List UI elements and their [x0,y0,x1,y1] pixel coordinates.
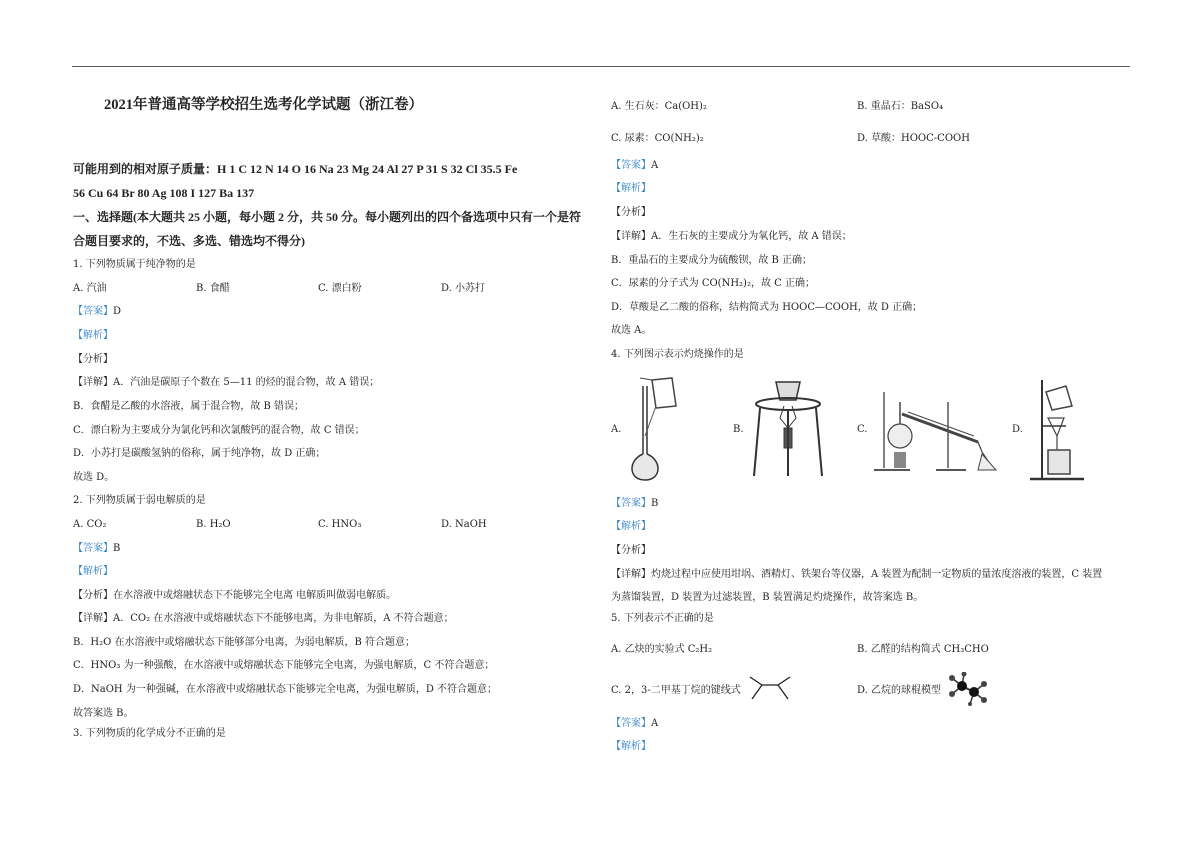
q4-detail-2: 为蒸馏装置，D 装置为过滤装置，B 装置满足灼烧操作，故答案选 B。 [611,592,924,603]
q4-option-d: D. [1012,424,1023,435]
skeletal-formula-figure [748,675,792,703]
q2-answer [73,542,120,556]
q1-detail-2: B．食醋是乙酸的水溶液，属于混合物，故 B 错误； [73,401,305,412]
q1-option-c: C. 漂白粉 [318,283,362,294]
q4-option-a: A. [611,424,622,435]
q1-option-b: B. 食醋 [196,283,230,294]
filtration-figure [1026,378,1092,484]
atomic-masses-line2: 56 Cu 64 Br 80 Ag 108 I 127 Ba 137 [73,186,255,200]
q4-fenxi: 【分析】 [611,545,651,556]
answer-tag: 【答案】 [611,160,651,171]
atomic-masses-line1: 可能用到的相对原子质量：H 1 C 12 N 14 O 16 Na 23 Mg 24 Al 27 P 31 S 32 Cl 35.5 Fe [73,162,518,176]
q2-answer-value: B [113,543,121,554]
q1-detail-5: 故选 D。 [73,472,115,483]
ball-stick-model-figure [948,672,988,706]
q5-answer-value: A [651,718,659,729]
q1-detail-4: D．小苏打是碳酸氢钠的俗称，属于纯净物，故 D 正确； [73,448,326,459]
q3-detail-4: D．草酸是乙二酸的俗称，结构简式为 HOOC—COOH，故 D 正确； [611,302,923,313]
q5-option-a: A. 乙炔的实验式 C₂H₂ [611,644,713,655]
q1-option-a: A. 汽油 [73,283,107,294]
q1-detail-3: C．漂白粉为主要成分为氯化钙和次氯酸钙的混合物，故 C 错误； [73,425,365,436]
distillation-figure [870,382,1000,477]
q5-option-d: D. 乙烷的球棍模型 [857,685,942,696]
q3-answer-value: A [651,160,659,171]
paper-title: 2021年普通高等学校招生选考化学试题（浙江卷） [104,97,423,113]
q2-option-c: C. HNO₃ [318,519,362,530]
answer-tag: 【答案】 [73,543,113,554]
q3-analysis-tag: 【解析】 [611,183,651,194]
q3-detail-5: 故选 A。 [611,325,652,336]
answer-tag: 【答案】 [611,718,651,729]
answer-tag: 【答案】 [611,498,651,509]
q4-option-c: C. [857,424,868,435]
q4-option-b: B. [733,424,744,435]
q2-detail-5: 故答案选 B。 [73,708,134,719]
q3-option-b: B. 重晶石：BaSO₄ [857,101,944,112]
crucible-heating-figure [748,378,828,478]
q3-option-a: A. 生石灰：Ca(OH)₂ [611,101,707,112]
q3-detail-1: 【详解】A．生石灰的主要成分为氧化钙，故 A 错误； [611,231,852,242]
q3-answer [611,159,658,173]
q1-answer [73,305,121,319]
q5-stem: 5. 下列表示不正确的是 [611,613,714,624]
q5-option-c: C. 2，3-二甲基丁烷的键线式 [611,685,741,696]
q3-fenxi: 【分析】 [611,207,651,218]
q1-detail-1: 【详解】A．汽油是碳原子个数在 5—11 的烃的混合物，故 A 错误； [73,377,380,388]
q2-fenxi: 【分析】在水溶液中或熔融状态下不能够完全电离 电解质叫做弱电解质。 [73,590,397,601]
q2-option-d: D. NaOH [441,519,487,530]
q2-detail-4: D．NaOH 为一种强碱，在水溶液中或熔融状态下能够完全电离，为强电解质，D 不符合题意； [73,684,498,695]
q5-option-b: B. 乙醛的结构简式 CH₃CHO [857,644,989,655]
q1-stem: 1. 下列物质属于纯净物的是 [73,259,196,270]
q1-answer-value: D [113,306,122,317]
q3-option-c: C. 尿素：CO(NH₂)₂ [611,133,704,144]
q3-option-d: D. 草酸：HOOC-COOH [857,133,970,144]
q3-detail-2: B．重晶石的主要成分为硫酸钡，故 B 正确； [611,255,813,266]
q4-detail-1: 【详解】灼烧过程中应使用坩埚、酒精灯、铁架台等仪器，A 装置为配制一定物质的量浓度溶液的装置，C 装置 [611,569,1103,580]
q2-detail-2: B．H₂O 在水溶液中或熔融状态下能够部分电离，为弱电解质，B 符合题意； [73,637,415,648]
q5-analysis-tag: 【解析】 [611,741,651,752]
q1-analysis-tag: 【解析】 [73,330,113,341]
section-heading-line2: 合题目要求的，不选、多选、错选均不得分) [73,234,305,248]
q2-analysis-tag: 【解析】 [73,566,113,577]
volumetric-flask-figure [622,376,692,486]
q2-option-b: B. H₂O [196,519,231,530]
q2-stem: 2. 下列物质属于弱电解质的是 [73,495,206,506]
answer-tag: 【答案】 [73,306,113,317]
q4-answer [611,497,658,511]
q2-detail-3: C．HNO₃ 为一种强酸，在水溶液中或熔融状态下能够完全电离，为强电解质，C 不符合题意； [73,660,495,671]
q3-stem: 3. 下列物质的化学成分不正确的是 [73,728,226,739]
q4-analysis-tag: 【解析】 [611,521,651,532]
q1-fenxi: 【分析】 [73,354,113,365]
header-rule [72,66,1130,67]
q1-option-d: D. 小苏打 [441,283,486,294]
q4-answer-value: B [651,498,659,509]
q5-answer [611,717,658,731]
q2-detail-1: 【详解】A．CO₂ 在水溶液中或熔融状态下不能够电离，为非电解质，A 不符合题意； [73,613,454,624]
q3-detail-3: C．尿素的分子式为 CO(NH₂)₂，故 C 正确； [611,278,815,289]
section-heading-line1: 一、选择题(本大题共 25 小题，每小题 2 分，共 50 分。每小题列出的四个备选项中只有一个是符 [73,210,581,224]
q2-option-a: A. CO₂ [73,519,107,530]
q4-stem: 4. 下列图示表示灼烧操作的是 [611,349,744,360]
